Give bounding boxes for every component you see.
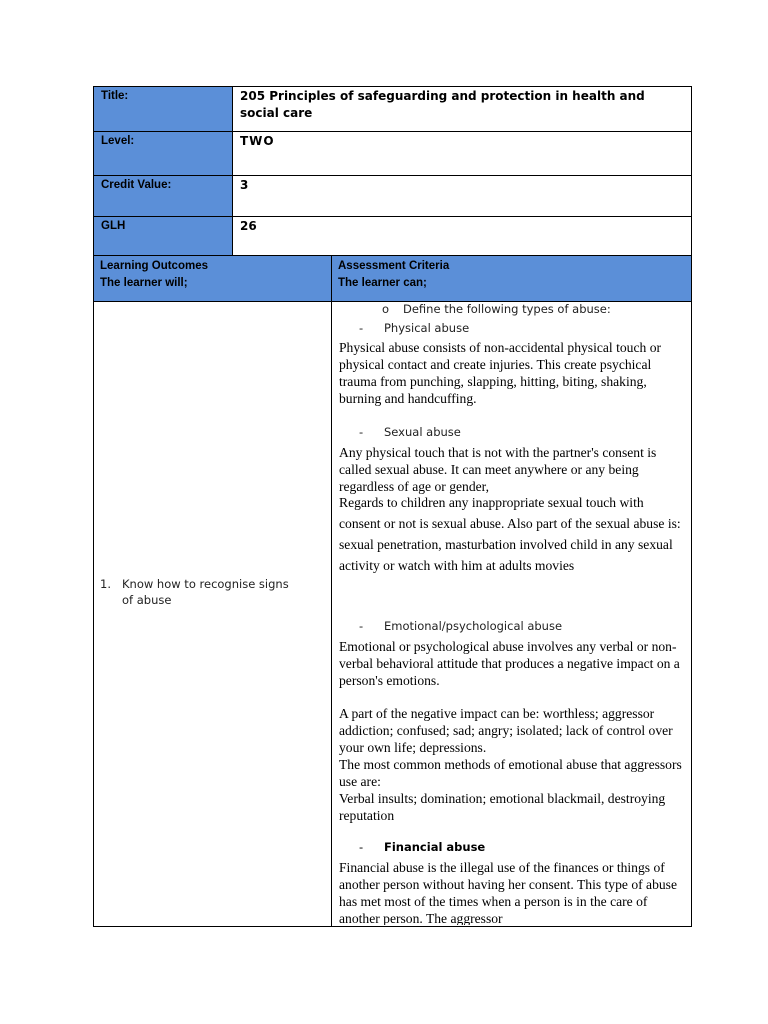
sexual-heading-text: Sexual abuse [384,425,461,439]
glh-label: GLH [94,217,233,256]
financial-heading-text: Financial abuse [384,840,486,854]
outcome-text-line2: of abuse [122,593,172,607]
assessment-criteria-title: Assessment Criteria [338,260,450,272]
dash-marker: - [359,321,364,335]
criteria-intro [382,302,611,316]
column-divider [331,256,332,926]
dash-marker: - [359,425,364,439]
bullet-marker: o [382,302,390,316]
learning-outcome-1 [100,576,325,608]
title-value: 205 Principles of safeguarding and protection in health and social care [233,87,692,132]
level-row [94,132,692,176]
credit-label: Credit Value: [94,176,233,217]
emotional-text-4: Verbal insults; domination; emotional blackmail, destroying reputation [339,791,666,823]
physical-heading [339,321,469,335]
credit-value: 3 [233,176,692,217]
learning-outcomes-title: Learning Outcomes [100,260,208,272]
emotional-text-3: The most common methods of emotional abuse that aggressors use are: [339,757,682,789]
financial-text: Financial abuse is the illegal use of the finances or things of another person without having her consent. This type of abuse has met most of the times when a person is in the care of another person. The aggressor [339,860,678,925]
glh-row [94,217,692,256]
emotional-heading [339,619,562,633]
sexual-text-1: Any physical touch that is not with the partner's consent is called sexual abuse. It can meet anywhere or any being regardless of age or gender, [339,445,657,494]
learner-can-label: The learner can; [338,277,427,289]
outcome-text-line1: Know how to recognise signs [122,577,289,591]
dash-marker: - [359,840,364,854]
intro-text: Define the following types of abuse: [403,302,611,316]
outcome-number: 1. [100,577,111,591]
assessment-criteria-header [338,258,449,292]
title-row [94,87,692,132]
glh-value: 26 [233,217,692,256]
learner-will-label: The learner will; [100,277,188,289]
financial-heading [339,840,485,854]
emotional-text-1: Emotional or psychological abuse involves any verbal or non-verbal behavioral attitude that produces a negative impact on a person's emotions. [339,639,680,688]
sexual-heading [339,425,461,439]
physical-text: Physical abuse consists of non-accidental physical touch or physical contact and create injuries. This create psychical trauma from punching, slapping, hitting, biting, shaking, burning and handcuffing. [339,340,662,406]
assessment-criteria-content [339,302,684,925]
outcomes-table [93,255,692,927]
credit-row [94,176,692,217]
outcomes-header [94,256,691,302]
title-label: Title: [94,87,233,132]
dash-marker: - [359,619,364,633]
learning-outcomes-header [100,258,208,292]
unit-info-table [93,86,692,256]
physical-heading-text: Physical abuse [384,321,470,335]
emotional-heading-text: Emotional/psychological abuse [384,619,563,633]
level-value: TWO [233,132,692,176]
emotional-text-2: A part of the negative impact can be: worthless; aggressor addiction; confused; sad; angry; isolated; lack of control over your own life; depressions. [339,706,673,755]
sexual-text-2: Regards to children any inappropriate sexual touch with consent or not is sexual abuse. Also part of the sexual abuse is: sexual penetration, masturbation involved child in any sexual activity or watch with him at adults movies [339,495,681,573]
level-label: Level: [94,132,233,176]
